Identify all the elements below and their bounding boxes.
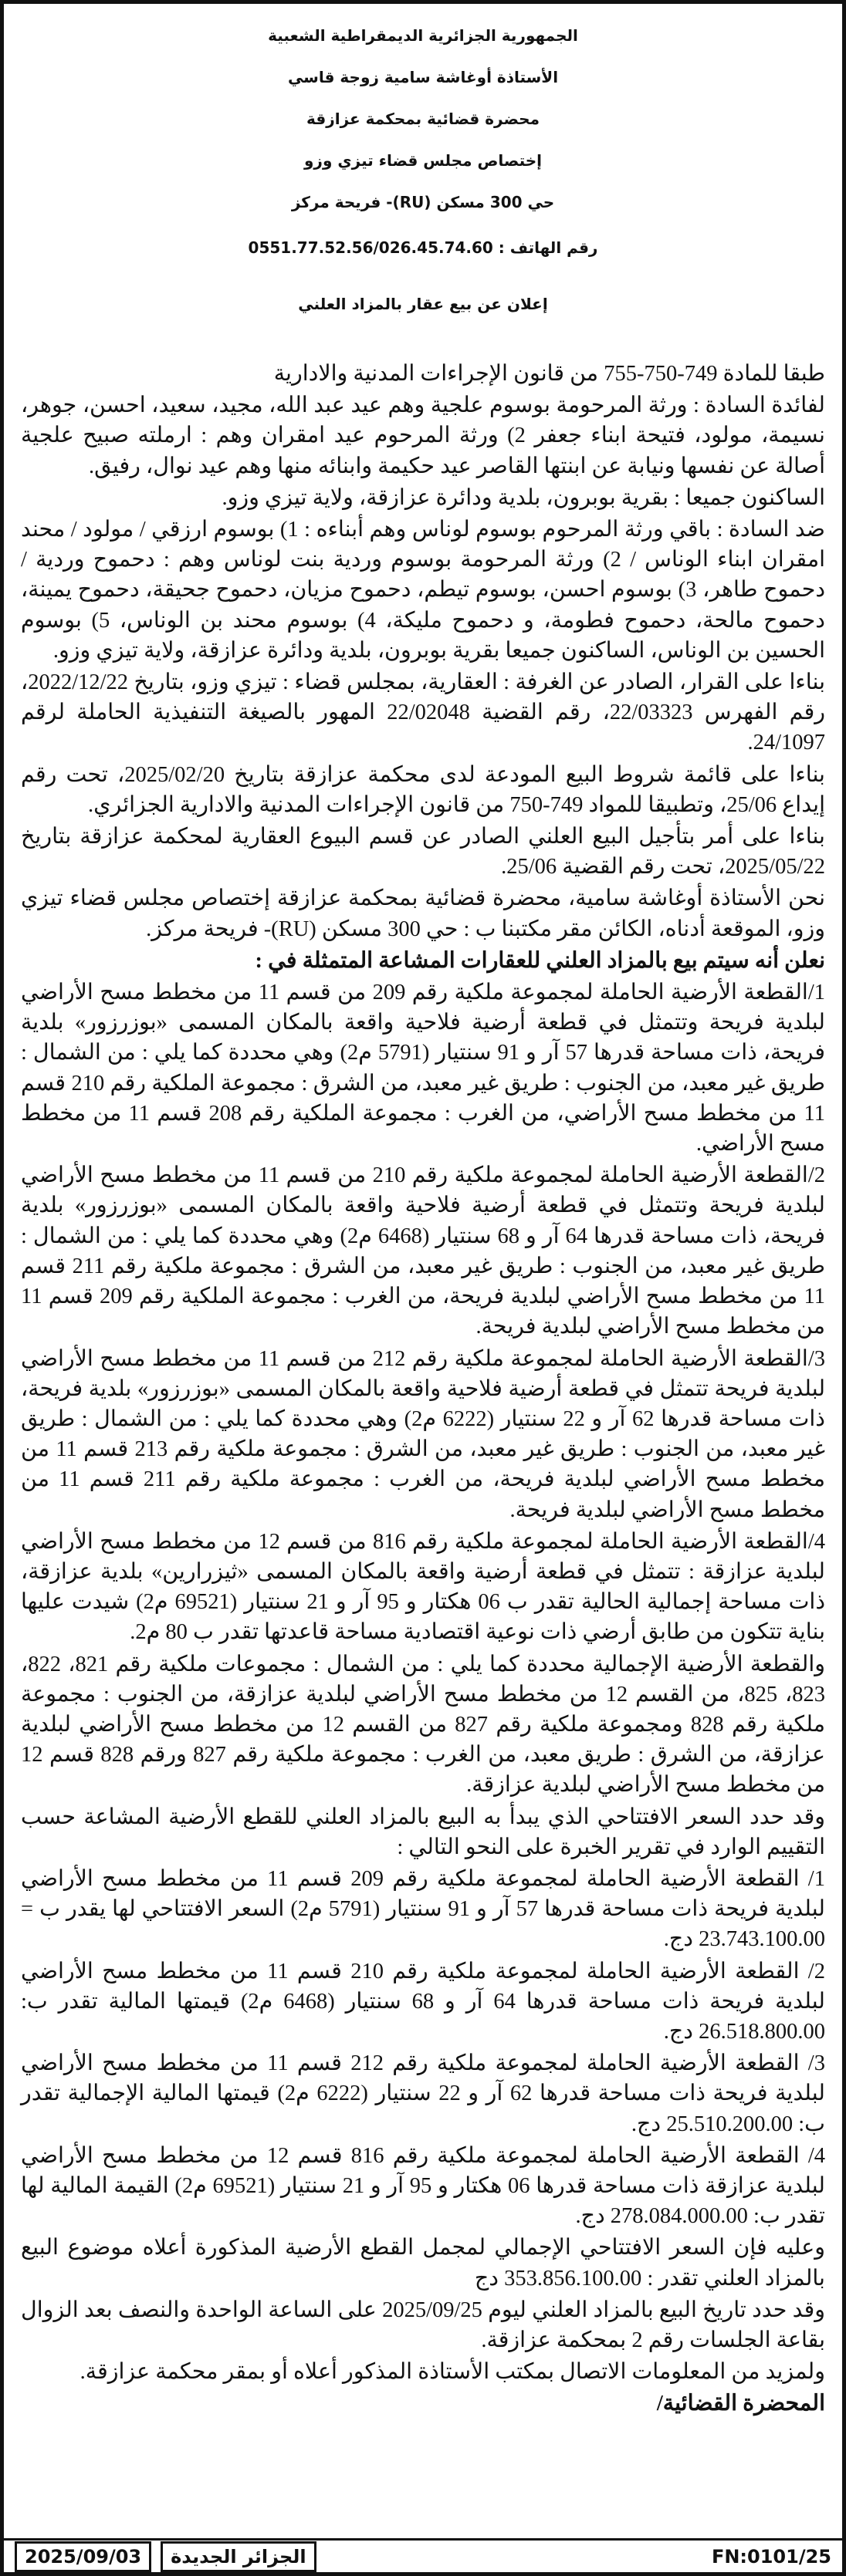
phone-number: رقم الهاتف : 0551.77.52.56/026.45.74.60 (248, 238, 598, 257)
publication-date: 2025/09/03 (15, 2541, 151, 2572)
plot-4-description: 4/القطعة الأرضية الحاملة لمجموعة ملكية رقم 816 من قسم 12 من مخطط مسح الأراضي لبلدية عزازقة : تتمثل في قطعة أرضية واقعة بالمكان المسمى «ثيزرارين» بلدية عزازقة، ذات مساحة إجمالية الحالية تقدر ب 06 هكتار و 95 آر و 21 سنتيار (69521 م2) شيدت عليها بناية تتكون من طابق أرضي ذات نوعية اقتصادية مساحة قاعدتها تقدر ب 80 م2. (21, 1529, 826, 1645)
signature: المحضرة القضائية/ (656, 2392, 825, 2416)
office-address: حي 300 مسكن (RU)- فريحة مركز (291, 193, 555, 211)
court-decision: بناءا على القرار، الصادر عن الغرفة : العقارية، بمجلس قضاء : تيزي وزو، بتاريخ 2022/12/22، رقم الفهرس 22/03323، رقم القضية 22/02048 المهور بالصيغة التنفيذية الحاملة لرقم 24/1097. (21, 670, 825, 755)
opening-price-intro: وقد حدد السعر الافتتاحي الذي يبدأ به البيع بالمزاد العلني للقطع الأرضية المشاعة حسب التقييم الوارد في تقرير الخبرة على النحو التالي : (21, 1805, 825, 1859)
beneficiaries-address: الساكنون جميعا : بقرية بوبرون، بلدية ودائرة عزازقة، ولاية تيزي وزو. (222, 485, 825, 510)
plot-2-description: 2/القطعة الأرضية الحاملة لمجموعة ملكية رقم 210 من قسم 11 من مخطط مسح الأراضي لبلدية فريحة وتتمثل في قطعة أرضية فلاحية واقعة بالمكان المسمى «بوزرزور» بلدية فريحة، ذات مساحة قدرها 64 آر و 68 سنتيار (6468 م2) وهي محددة كما يلي : من الشمال : طريق غير معبد، من الجنوب : طريق غير معبد، من الشرق : مجموعة ملكية رقم 211 قسم 11 من مخطط مسح الأراضي لبلدية فريحة، من الغرب : مجموعة الملكية رقم 209 قسم 11 من مخطط مسح الأراضي لبلدية فريحة. (21, 1163, 826, 1339)
bailiff-statement: نحن الأستاذة أوغاشة سامية، محضرة قضائية بمحكمة عزازقة إختصاص مجلس قضاء تيزي وزو، الموقعة أدناه، الكائن مقر مكتبنا ب : حي 300 مسكن (RU)- فريحة مركز. (21, 886, 825, 941)
sale-date: وقد حدد تاريخ البيع بالمزاد العلني ليوم 2025/09/25 على الساعة الواحدة والنصف بعد الزوال بقاعة الجلسات رقم 2 بمحكمة عزازقة. (21, 2297, 826, 2352)
sale-notice: نعلن أنه سيتم بيع بالمزاد العلني للعقارات المشاعة المتمثلة في : (255, 948, 825, 973)
plot-4-boundaries: والقطعة الأرضية الإجمالية محددة كما يلي : من الشمال : مجموعات ملكية رقم 821، 822، 823، 825، من القسم 12 من مخطط مسح الأراضي لبلدية عزازقة، من الجنوب : مجموعة ملكية رقم 828 ومجموعة ملكية رقم 827 من القسم 12 من مخطط مسح الأراضي لبلدية عزازقة، من الشرق : طريق معبد، من الغرب : مجموعة ملكية رقم 827 ورقم 828 قسم 12 من مخطط مسح الأراضي لبلدية عزازقة. (21, 1652, 826, 1798)
beneficiaries: لفائدة السادة : ورثة المرحومة بوسوم علجية وهم عيد عبد الله، مجيد، سعيد، احسن، جوهر، نسيمة، مولود، فتيحة ابناء جعفر 2) ورثة المرحوم عيد امقران وهم : ارملته صبيح علجية أصالة عن نفسها ونيابة عن ابنتها القاصر عيد حكيمة وابنائه منها وهم عيد نوال، رفيق. (21, 393, 825, 478)
page-footer (4, 2538, 842, 2572)
plot-1-price: 1/ القطعة الأرضية الحاملة لمجموعة ملكية رقم 209 قسم 11 من مخطط مسح الأراضي لبلدية فريحة ذات مساحة قدرها 57 آر و 91 سنتيار (5791 م2) السعر الافتتاحي لها يقدر ب = 23.743.100.00 دج. (21, 1866, 825, 1952)
publication-info (15, 2541, 712, 2572)
total-price: وعليه فإن السعر الافتتاحي الإجمالي لمجمل القطع الأرضية المذكورة أعلاه موضوع البيع بالمزاد العلني تقدر : 353.856.100.00 دج (21, 2236, 825, 2291)
republic-name: الجمهورية الجزائرية الديمقراطية الشعبية (268, 26, 578, 45)
plot-3-price: 3/ القطعة الأرضية الحاملة لمجموعة ملكية رقم 212 قسم 11 من مخطط مسح الأراضي لبلدية فريحة ذات مساحة قدرها 62 آر و 22 سنتيار (6222 م2) قيمتها المالية الإجمالية تقدر ب: 25.510.200.00 دج. (21, 2051, 825, 2136)
announcement-header (4, 4, 842, 328)
postponement-order: بناءا على أمر بتأجيل البيع العلني الصادر عن قسم البيوع العقارية لمحكمة عزازقة بتاريخ 2025/05/22، تحت رقم القضية 25/06. (21, 825, 825, 879)
bailiff-jurisdiction: إختصاص مجلس قضاء تيزي وزو (304, 151, 542, 170)
announcement-body (21, 359, 825, 2421)
bailiff-court: محضرة قضائية بمحكمة عزازقة (306, 110, 540, 128)
contact-info: ولمزيد من المعلومات الاتصال بمكتب الأستاذة المذكور أعلاه أو بمقر محكمة عزازقة. (80, 2360, 825, 2385)
bailiff-name: الأستاذة أوغاشة سامية زوجة قاسي (287, 68, 559, 86)
announcement-title: إعلان عن بيع عقار بالمزاد العلني (298, 295, 548, 313)
reference-code: FN:0101/25 (711, 2545, 831, 2568)
plot-1-description: 1/القطعة الأرضية الحاملة لمجموعة ملكية رقم 209 من قسم 11 من مخطط مسح الأراضي لبلدية فريحة وتتمثل في قطعة أرضية فلاحية واقعة بالمكان المسمى «بوزرزور» بلدية فريحة، ذات مساحة قدرها 57 آر و 91 سنتيار (5791 م2) وهي محددة كما يلي : من الشمال : طريق غير معبد، من الجنوب : طريق غير معبد، من الشرق : مجموعة الملكية رقم 210 قسم 11 من مخطط مسح الأراضي، من الغرب : مجموعة الملكية رقم 208 قسم 11 من مخطط مسح الأراضي. (21, 981, 826, 1156)
conditions-deposit: بناءا على قائمة شروط البيع المودعة لدى محكمة عزازقة بتاريخ 2025/02/20، تحت رقم إيداع 25/06، وتطبيقا للمواد 749-750 من قانون الإجراءات المدنية والادارية الجزائري. (21, 762, 825, 817)
plot-4-price: 4/ القطعة الأرضية الحاملة لمجموعة ملكية رقم 816 قسم 12 من مخطط مسح الأراضي لبلدية عزازقة ذات مساحة قدرها 06 هكتار و 95 آر و 21 سنتيار (69521 م2) القيمة المالية لها تقدر ب: 278.084.000.00 دج. (21, 2143, 825, 2229)
defendants: ضد السادة : باقي ورثة المرحوم بوسوم لوناس وهم أبناءه : 1) بوسوم ارزقي / مولود / محند امقران ابناء الوناس / 2) ورثة المرحومة بوسوم وردية بنت لوناس وهم : دحموح وردية / دحموح طاهر، 3) بوسوم احسن، بوسوم تيطم، دحموح مزيان، دحموح جحيقة، دحموح يمينة، دحموح مالحة، دحموح فطومة، و دحموح مليكة، 4) بوسوم محند بن الوناس، 5) بوسوم الحسين بن الوناس، الساكنون جميعا بقرية بوبرون، بلدية ودائرة عزازقة، ولاية تيزي وزو. (21, 518, 826, 663)
plot-2-price: 2/ القطعة الأرضية الحاملة لمجموعة ملكية رقم 210 قسم 11 من مخطط مسح الأراضي لبلدية فريحة ذات مساحة قدرها 64 آر و 68 سنتيار (6468 م2) قيمتها المالية تقدر ب: 26.518.800.00 دج. (21, 1959, 825, 2044)
plot-3-description: 3/القطعة الأرضية الحاملة لمجموعة ملكية رقم 212 من قسم 11 من مخطط مسح الأراضي لبلدية فريحة تتمثل في قطعة أرضية فلاحية واقعة بالمكان المسمى «بوزرزور» بلدية فريحة، ذات مساحة قدرها 62 آر و 22 سنتيار (6222 م2) وهي محددة كما يلي : من الشمال : طريق غير معبد، من الجنوب : طريق غير معبد، من الشرق : مجموعة ملكية رقم 213 قسم 11 من مخطط مسح الأراضي لبلدية فريحة، من الغرب : مجموعة ملكية رقم 211 قسم 11 من مخطط مسح الأراضي لبلدية فريحة. (21, 1346, 826, 1522)
newspaper-name: الجزائر الجديدة (161, 2541, 316, 2572)
legal-basis: طبقا للمادة 749-750-755 من قانون الإجراءات المدنية والادارية (273, 362, 825, 386)
